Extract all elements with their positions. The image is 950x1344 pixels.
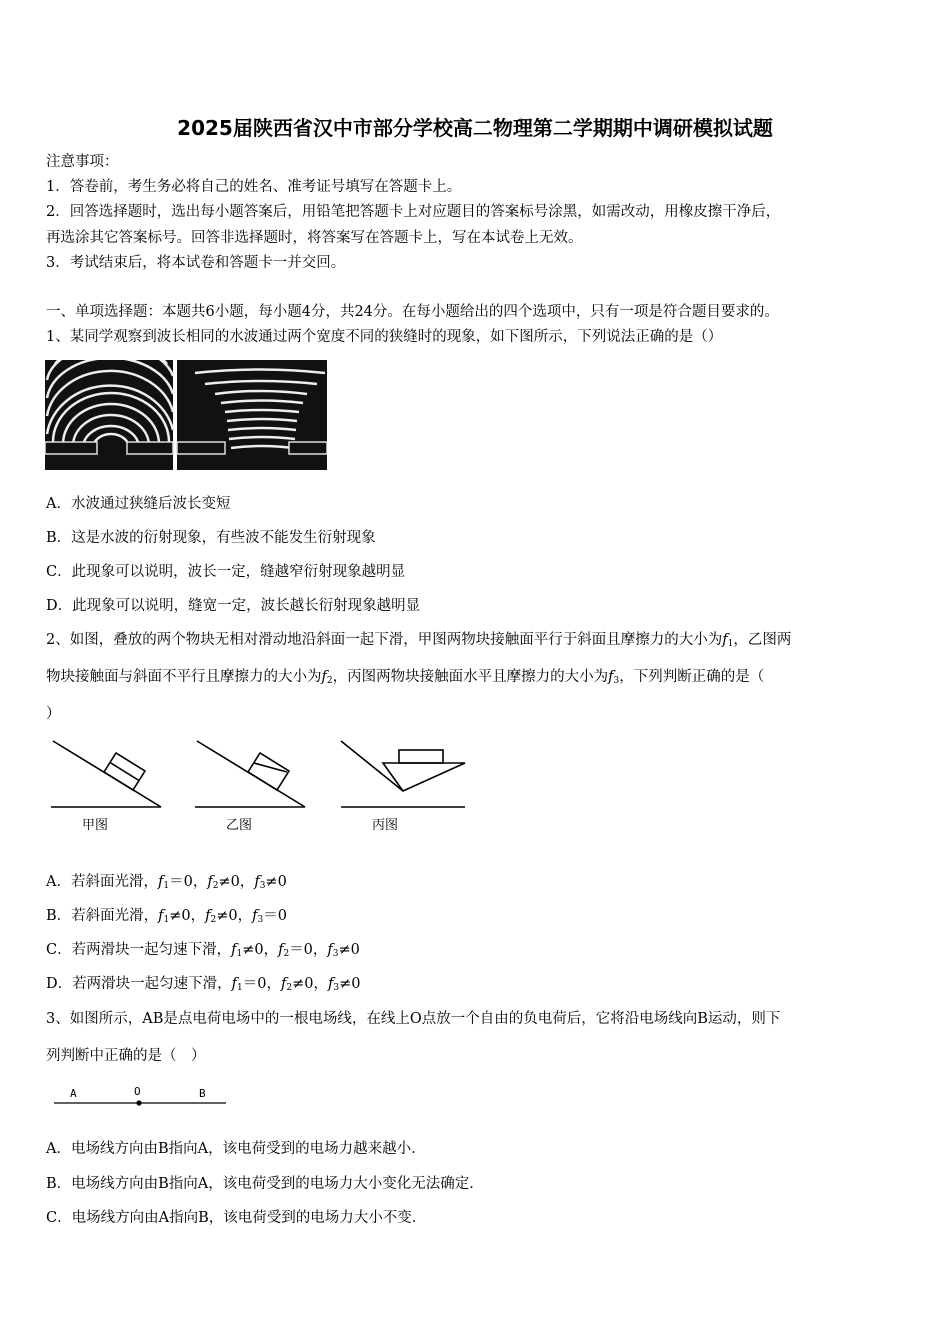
point-a-label: A xyxy=(70,1087,77,1100)
question-3-option-c: C．电场线方向由A指向B，该电荷受到的电场力大小不变． xyxy=(46,1210,427,1226)
question-1-option-a: A．水波通过狭缝后波长变短 xyxy=(46,496,231,512)
question-1-option-d: D．此现象可以说明，缝宽一定，波长越长衍射现象越明显 xyxy=(46,598,421,614)
question-2-stem-line3: ） xyxy=(46,706,61,722)
question-2-option-b: B．若斜面光滑，$f_1\ne 0$，$f_2\ne 0$，$f_3=0$ xyxy=(46,908,287,925)
question-1-option-b: B．这是水波的衍射现象，有些波不能发生衍射现象 xyxy=(46,530,376,546)
question-2-stem-line2: 物块接触面与斜面不平行且摩擦力的大小为$f_2$，丙图两物块接触面水平且摩擦力的大小为$f_3$，下列判断正确的是（ xyxy=(46,669,765,686)
question-3-option-b: B．电场线方向由B指向A，该电荷受到的电场力大小变化无法确定． xyxy=(46,1176,484,1192)
question-3-stem-line2: 列判断中正确的是（ ） xyxy=(46,1048,206,1064)
figure-label-yi: 乙图 xyxy=(226,818,253,833)
question-3-option-a: A．电场线方向由B指向A，该电荷受到的电场力越来越小． xyxy=(46,1141,426,1157)
notice-item: 2．回答选择题时，选出每小题答案后，用铅笔把答题卡上对应题目的答案标号涂黑，如需改动，用橡皮擦干净后， xyxy=(46,204,781,220)
question-1-option-c: C．此现象可以说明，波长一定，缝越窄衍射现象越明显 xyxy=(46,564,406,580)
question-2-option-c: C．若两滑块一起匀速下滑，$f_1\ne 0$，$f_2=0$，$f_3\ne 0$ xyxy=(46,942,360,959)
question-3-stem-line1: 3、如图所示，AB是点电荷电场中的一根电场线，在线上O点放一个自由的负电荷后，它将沿电场线向B运动，则下 xyxy=(46,1011,781,1027)
wave-diffraction-figure xyxy=(45,360,327,470)
point-o-label: O xyxy=(134,1085,141,1098)
question-1-stem: 1、某同学观察到波长相同的水波通过两个宽度不同的狭缝时的现象，如下图所示，下列说法正确的是（） xyxy=(46,329,723,345)
notice-heading: 注意事项： xyxy=(46,154,119,170)
notice-item: 3．考试结束后，将本试卷和答题卡一并交回。 xyxy=(46,255,346,271)
field-line-figure xyxy=(50,1082,230,1110)
incline-blocks-figure xyxy=(45,735,475,835)
page-title: 2025届陕西省汉中市部分学校高二物理第二学期期中调研模拟试题 xyxy=(177,116,773,140)
figure-label-jia: 甲图 xyxy=(82,818,109,833)
notice-item: 1．答卷前，考生务必将自己的姓名、准考证号填写在答题卡上。 xyxy=(46,179,462,195)
question-2-option-d: D．若两滑块一起匀速下滑，$f_1=0$，$f_2\ne 0$，$f_3\ne 0$ xyxy=(46,976,361,993)
question-2-option-a: A．若斜面光滑，$f_1=0$，$f_2\ne 0$，$f_3\ne 0$ xyxy=(46,874,287,891)
notice-item: 再选涂其它答案标号。回答非选择题时，将答案写在答题卡上，写在本试卷上无效。 xyxy=(46,230,583,246)
point-b-label: B xyxy=(199,1087,206,1100)
section-heading: 一、单项选择题：本题共6小题，每小题4分，共24分。在每小题给出的四个选项中，只有一项是符合题目要求的。 xyxy=(46,304,779,320)
figure-label-bing: 丙图 xyxy=(372,818,399,833)
question-2-stem-line1: 2、如图，叠放的两个物块无相对滑动地沿斜面一起下滑，甲图两物块接触面平行于斜面且摩擦力的大小为$f_1$，乙图两 xyxy=(46,632,792,649)
